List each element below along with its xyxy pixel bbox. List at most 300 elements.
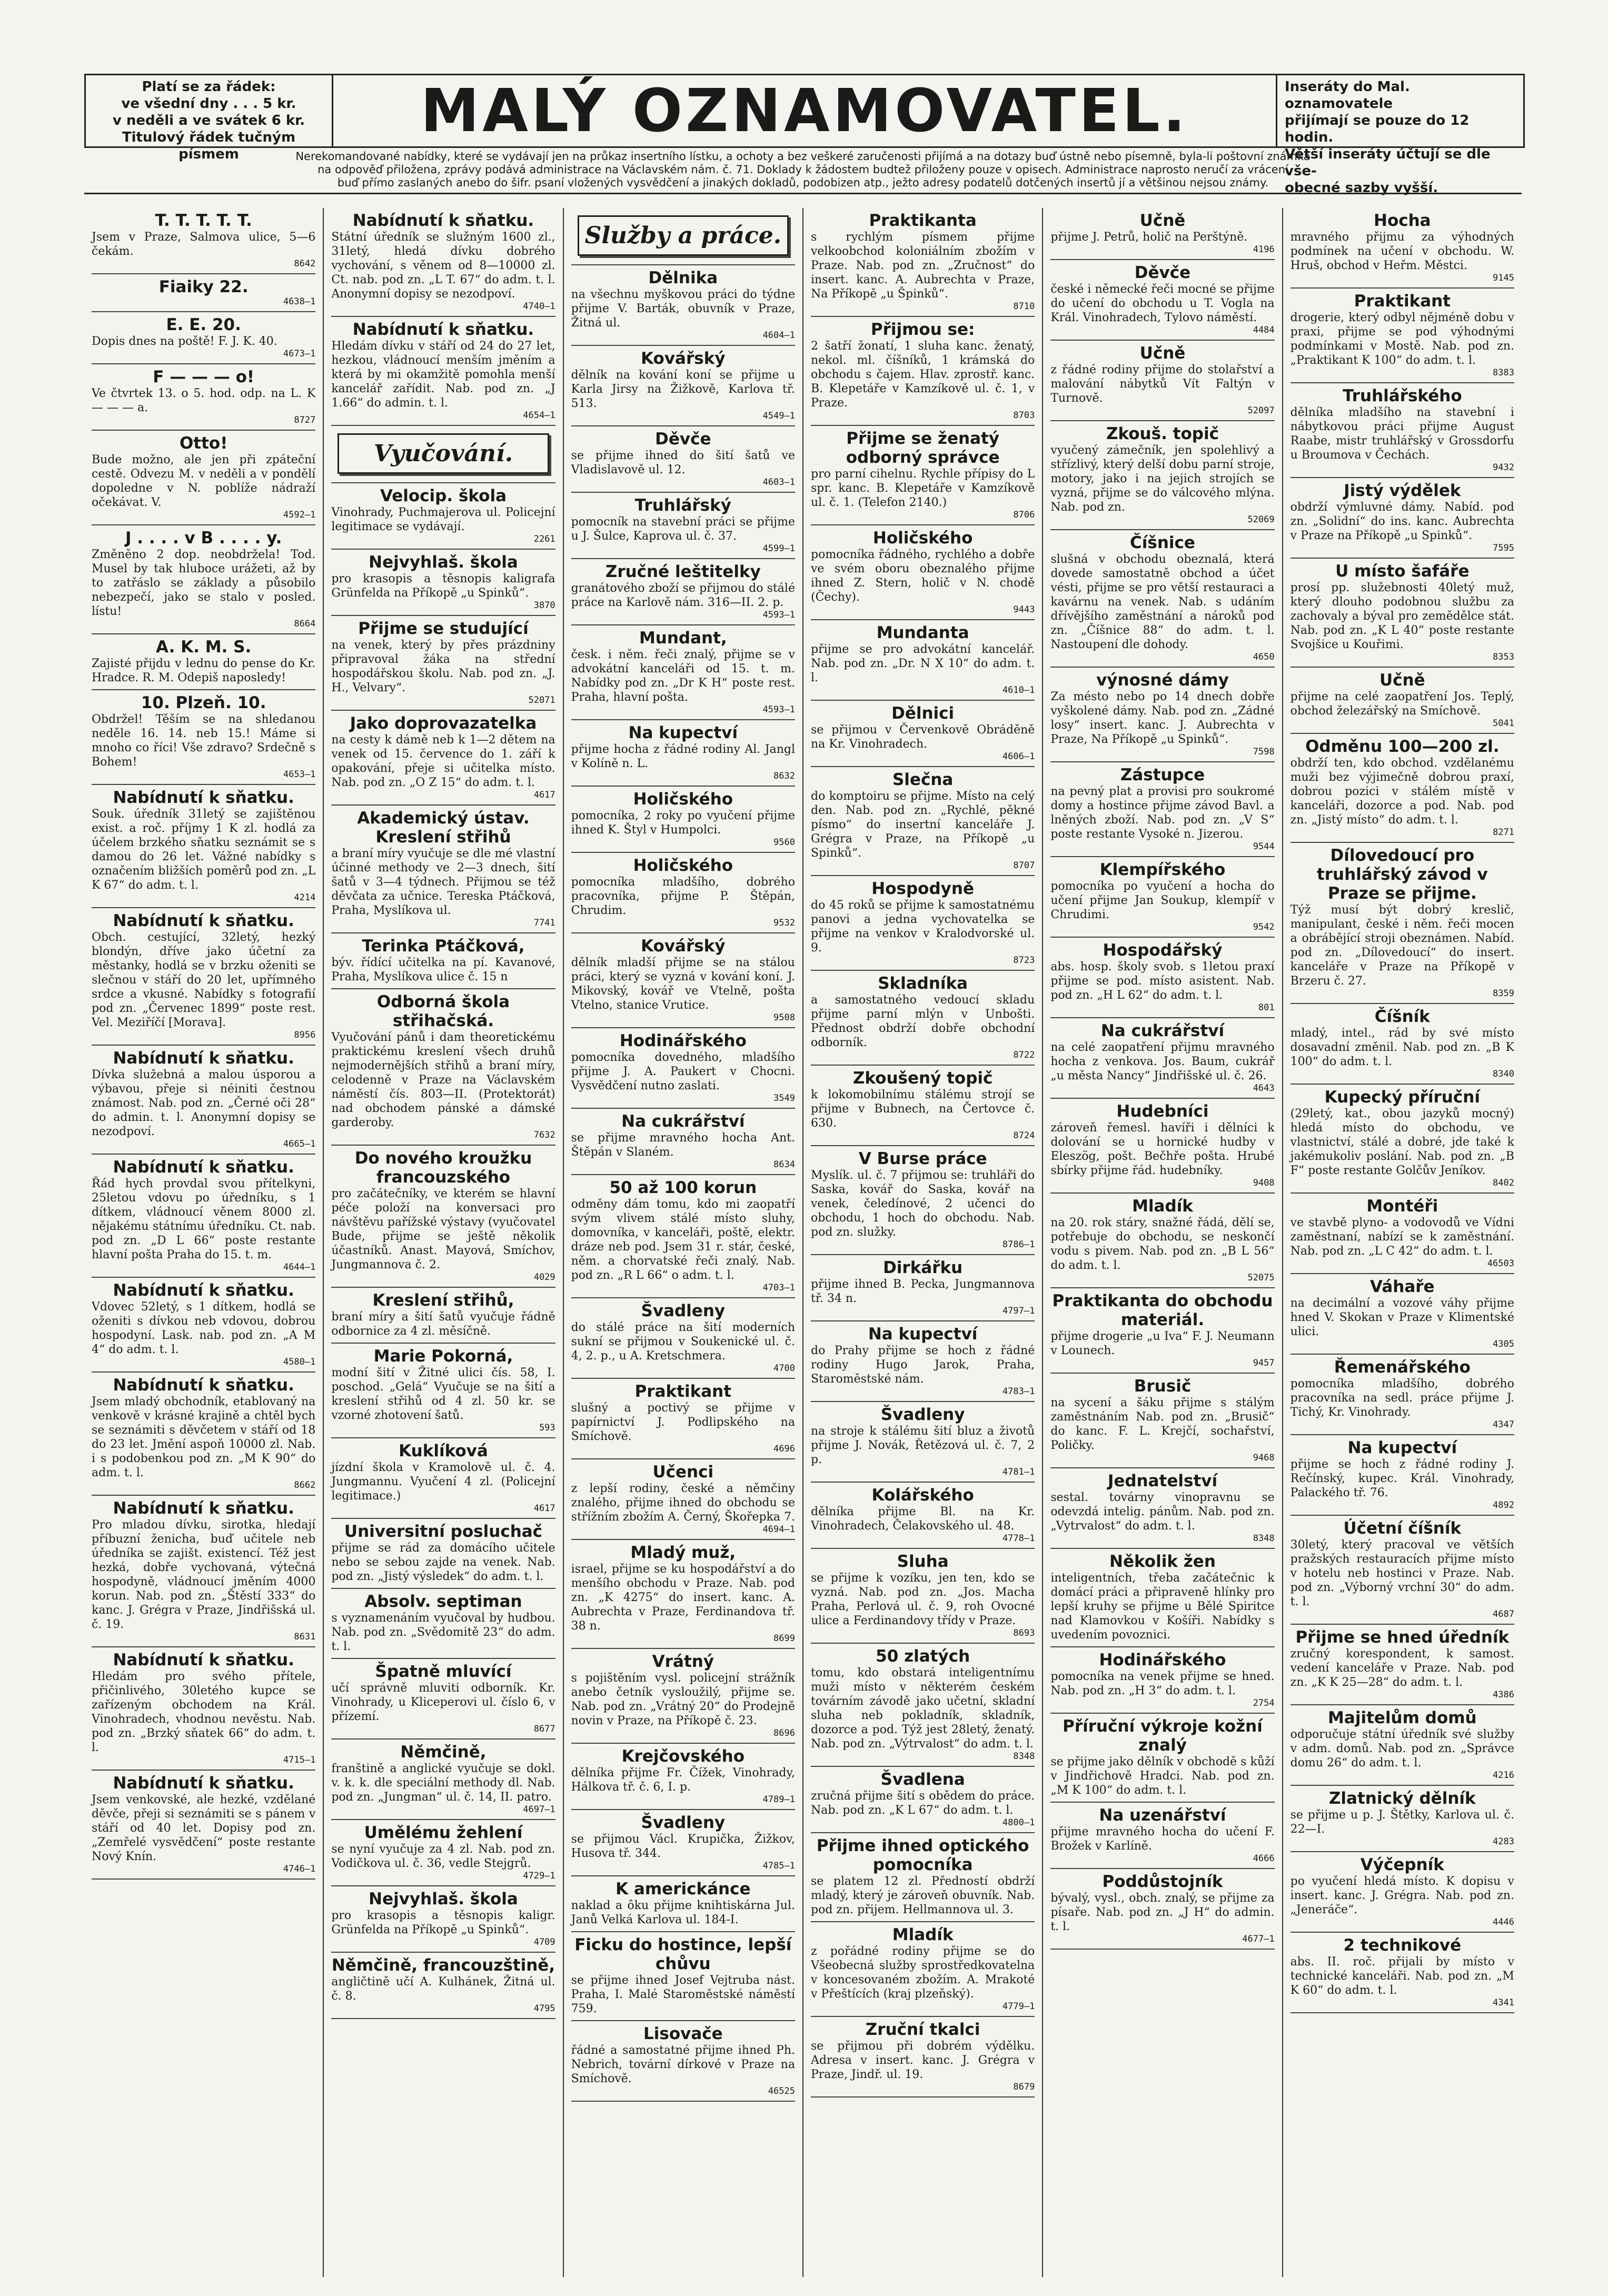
classified-ad <box>811 525 1035 620</box>
ad-code: 4783—1 <box>1002 1386 1035 1397</box>
ad-text: Hledám pro svého přítele, přičinlivého, 30letého kupce se zařízeným obchodem na Král. Vinohradech, vhodnou nevěstu. Nab. pod zn. „Brzký sňatek 66“ do adm. t. l. <box>92 1670 316 1754</box>
classified-ad <box>811 1255 1035 1321</box>
ad-code: 8703 <box>1013 410 1035 421</box>
info-line: obecné sazby vyšší. <box>1285 180 1438 196</box>
classified-ad <box>571 265 795 346</box>
classified-ad <box>811 767 1035 876</box>
ad-code: 8340 <box>1493 1069 1514 1079</box>
classified-ad <box>92 908 315 1046</box>
classified-ad <box>331 550 555 616</box>
ad-code: 8677 <box>533 1724 555 1734</box>
ad-headline: Kolářského <box>871 1486 974 1505</box>
ad-text: Vdovec 52letý, s 1 dítkem, hodlá se oženiti s dívkou neb vdovou, dobrou hospodyní. Lask. nab. pod zn. „A M 4“ do adm. t. l. <box>92 1300 316 1356</box>
ad-headline: Zástupce <box>1120 766 1205 784</box>
classified-ad <box>571 493 795 559</box>
ad-headline: Nabídnutí k sňatku. <box>113 1376 294 1395</box>
ad-headline: Absolv. septiman <box>364 1592 522 1611</box>
ad-headline: Zkoušený topič <box>852 1069 993 1088</box>
ad-headline: Zručné leštitelky <box>605 562 761 581</box>
ad-code: 8707 <box>1013 860 1035 871</box>
ad-headline: V Burse práce <box>858 1149 987 1168</box>
ad-code: 4604—1 <box>762 330 795 341</box>
classified-ad <box>92 1155 315 1278</box>
classified-ad <box>92 690 315 785</box>
classified-ad <box>1291 1786 1514 1852</box>
classified-ad <box>331 1146 555 1288</box>
ad-code: 9508 <box>773 1012 795 1023</box>
ad-code: 9457 <box>1253 1358 1275 1368</box>
ad-code: 3870 <box>533 600 555 611</box>
ad-text: Týž musí být dobrý kreslič, manipulant, české i něm. řeči mocen a obrábějící stroji obeznámen. Nabíd. pod zn. „Dílovedoucí“ do insert. kanceláře v Praze na Příkopě v Brzeru č. 27. <box>1290 903 1514 988</box>
ad-headline: Kreslení střihů, <box>372 1291 514 1310</box>
classified-ad <box>571 1540 795 1649</box>
ad-headline: Mundanta <box>876 623 969 642</box>
ad-headline: Terinka Ptáčková, <box>362 937 525 956</box>
ad-headline: Účetní číšník <box>1343 1519 1462 1538</box>
ad-code: 4599—1 <box>762 543 795 554</box>
ad-code: 4797—1 <box>1002 1306 1035 1316</box>
ad-text: Souk. úředník 31letý se zajištěnou exist. a roč. příjmy 1 K zl. hodlá za účelem brzkého sňatku seznámit se s damou do 26 let. Vážné nabídky s označením bližších poměrů pod zn. „L K 67“ do adm. t. l. <box>92 808 316 892</box>
ad-code: 8699 <box>773 1633 795 1644</box>
ad-headline: Špatně mluvící <box>375 1662 512 1681</box>
ad-headline: Švadleny <box>880 1405 965 1424</box>
classified-ad <box>571 787 795 853</box>
classified-ad <box>1050 1374 1274 1468</box>
ad-code: 5041 <box>1493 718 1514 729</box>
ad-text: obdrží výmluvné dámy. Nabíd. pod zn. „Solidní“ do ins. kanc. Aubrechta v Praze na Příkopě „u Spinků“. <box>1290 501 1514 542</box>
classified-ad <box>1050 1099 1274 1194</box>
ad-text: se přijmou v Červenkově Obráděně na Kr. Vinohradech. <box>810 723 1035 751</box>
ad-code: 4617 <box>533 1503 555 1514</box>
ad-code: 4653—1 <box>283 769 316 780</box>
ad-headline: Jako doprovazatelka <box>350 714 537 733</box>
ad-text: zároveň řemesl. havíři i dělníci k dolování se u hornické hudby v Eleszög, pošt. Bečhře pošta. Hrubé sbírky přijme řád. hudebníky. <box>1050 1121 1275 1177</box>
classified-ad <box>1050 530 1274 668</box>
ad-code: 4781—1 <box>1002 1467 1035 1477</box>
ad-code: 8722 <box>1013 1050 1035 1060</box>
ad-code: 7632 <box>533 1130 555 1140</box>
classified-ad <box>331 1953 555 2019</box>
ad-text: pomocníka na venek přijme se hned. Nab. pod zn. „H 3“ do adm. t. l. <box>1050 1670 1275 1697</box>
ad-code: 8634 <box>773 1159 795 1170</box>
ad-text: se přijmou Václ. Krupička, Žižkov, Husova tř. 344. <box>571 1833 795 1860</box>
ad-text: dělníka přijme Bl. na Kr. Vinohradech, Čelakovského ul. 48. <box>810 1505 1035 1533</box>
classified-ad <box>92 1046 315 1155</box>
classified-ad <box>331 711 555 806</box>
ad-code: 4789—1 <box>762 1794 795 1805</box>
ad-code: 4347 <box>1493 1419 1514 1430</box>
ad-text: pomocníka dovedného, mladšího přijme J. A. Paukert v Chocni. Vysvědčení nutno zaslati. <box>571 1051 795 1092</box>
classified-ad <box>1291 1705 1514 1786</box>
ad-text: na 20. rok stáry, snažné řádá, dělí se, potřebuje do obchodu, se neskončí vodu s pivem. Nab. pod zn. „B L 56“ do adm. t. l. <box>1050 1216 1275 1272</box>
ad-text: Obdržel! Těším se na shledanou neděle 16. 14. neb 15.! Máme si mnoho co říci! Vše zdravo? Srdečně s Bohem! <box>92 713 316 769</box>
ad-code: 9408 <box>1253 1178 1275 1188</box>
ad-headline: Příruční výkroje kožní znalý <box>1063 1717 1263 1755</box>
ad-headline: Mladý muž, <box>630 1543 736 1562</box>
ad-text: angličtině učí A. Kulhánek, Žitná ul. č. 8. <box>331 1975 555 2003</box>
classified-ad <box>1291 478 1514 559</box>
ad-headline: Nabídnutí k sňatku. <box>113 1651 294 1669</box>
classified-ad <box>1291 843 1514 1004</box>
ad-code: 4214 <box>294 892 316 903</box>
ad-code: 4341 <box>1493 1997 1514 2008</box>
ad-code: 9532 <box>773 918 795 928</box>
ad-code: 4779—1 <box>1002 2001 1035 2012</box>
classified-ad <box>571 720 795 787</box>
ad-headline: Slečna <box>892 770 954 789</box>
ad-code: 4709 <box>533 1937 555 1947</box>
ad-columns <box>84 208 1522 2277</box>
ad-code: 8348 <box>1013 1751 1035 1762</box>
ad-text: se přijme ihned do šití šatů ve Vladislavově ul. 12. <box>571 449 795 476</box>
ad-code: 801 <box>1258 1002 1275 1013</box>
classified-ad <box>811 1922 1035 2017</box>
classified-ad <box>331 933 555 989</box>
ad-headline: Mladík <box>892 1925 954 1944</box>
ad-code: 4283 <box>1493 1836 1514 1847</box>
info-line: Inseráty do Mal. oznamovatele <box>1285 79 1410 112</box>
info-line: Větší inseráty účtují se dle vše- <box>1285 146 1491 179</box>
ad-headline: Na cukrářství <box>1100 1021 1225 1040</box>
ad-text: zručný korespondent, k samost. vedení kanceláře v Praze. Nab. pod zn. „K K 25—28“ do adm. t. l. <box>1290 1647 1514 1689</box>
ad-code: 4606—1 <box>1002 751 1035 762</box>
ad-text: abs. II. roč. přijali by místo v technické kanceláři. Nab. pod zn. „M K 60“ do adm. t. l. <box>1290 1955 1514 1997</box>
ad-code: 9542 <box>1253 922 1275 932</box>
classified-ad <box>811 1767 1035 1833</box>
ad-text: se přijme jako dělník v obchodě s kůží v Jindřichově Hradci. Nab. pod zn. „M K 100“ do adm. t. l. <box>1050 1755 1275 1797</box>
ad-text: dělník na kování koní se přijme u Karla Jirsy na Žižkově, Karlova tř. 513. <box>571 369 795 410</box>
classified-ad <box>1291 1516 1514 1625</box>
ad-code: 4785—1 <box>762 1861 795 1871</box>
classified-ad <box>571 933 795 1028</box>
ad-headline: Praktikant <box>1354 292 1451 311</box>
ad-headline: Němčině, <box>400 1743 487 1762</box>
ad-text: Vyučování pánů i dam theoretickému praktickému kreslení všech druhů nejmodernějších střihů a braní míry, celodenně v Praze na Václavském náměstí čís. 803—II. (Protektorát) nad obchodem pánské a dámské garderoby. <box>331 1031 555 1129</box>
ad-headline: Přijme se studující <box>358 619 529 638</box>
column-3 <box>564 208 803 2277</box>
classified-ad <box>331 1288 555 1344</box>
price-box <box>86 75 333 162</box>
ad-headline: Váhaře <box>1370 1277 1435 1296</box>
ad-text: Pro mladou dívku, sirotka, hledají příbuzní ženicha, buď učitele neb úředníka se zajišt. existencí. Též jest hezká, dobře vychovaná, výtečná hospodyně, vládnoucí jměním 4000 korun. Nab. pod zn. „Štěstí 333“ do kanc. J. Grégra v Praze, Jindřišská ul. č. 19. <box>92 1518 316 1631</box>
ad-text: s vyznamenáním vyučoval by hudbou. Nab. pod zn. „Svědomitě 23“ do adm. t. l. <box>331 1612 555 1653</box>
ad-code: 4697—1 <box>523 1804 555 1815</box>
classified-ad <box>571 1932 795 2021</box>
page-title: MALÝ OZNAMOVATEL. <box>420 76 1189 145</box>
classified-ad <box>1050 857 1274 938</box>
ad-text: Vinohrady, Puchmajerova ul. Policejní legitimace se vydávají. <box>331 506 555 533</box>
ad-headline: Přijme ihned optického pomocníka <box>816 1836 1029 1874</box>
ad-headline: Přijme se hned úředník <box>1295 1628 1510 1647</box>
ad-headline: Zruční tkalci <box>865 2020 980 2039</box>
ad-text: Hledám dívku v stáří od 24 do 27 let, hezkou, vládnoucí menším jměním a která by mi okamžitě pomohla menší kancelář zařídit. Nab. pod zn. „J 1.66“ do admin. t. l. <box>331 340 555 410</box>
ad-headline: Řemenářského <box>1334 1358 1471 1377</box>
ad-headline: Výčepník <box>1360 1855 1444 1874</box>
ad-headline: Nabídnutí k sňatku. <box>113 1499 294 1518</box>
ad-code: 4654—1 <box>523 410 555 421</box>
ad-text: inteligentních, třeba začátečnic k domácí práci a připraveně hlínky pro lepší kruhy se přijme u Bělé Spiritce nad Klamovkou v Košíři. Nabídky s uvedením povoznici. <box>1050 1572 1275 1642</box>
ad-headline: Poddůstojník <box>1102 1872 1223 1891</box>
ad-text: odměny dám tomu, kdo mi zaopatří svým vlivem stálé místo sluhy, domovníka, v kanceláři, poště, elektr. dráze neb pod. Jsem 31 r. stár, české, něm. a chorvatské řeči znalý. Nab. pod zn. „R L 66“ o adm. t. l. <box>571 1198 795 1282</box>
ad-headline: Do nového kroužku francouzského <box>354 1149 532 1187</box>
section-title: Vyučování. <box>338 433 549 474</box>
ad-text: z řádné rodiny přijme do stolařství a malování nábytků Vít Faltýn v Turnově. <box>1050 363 1275 405</box>
ad-text: tomu, kdo obstará inteligentnímu muži místo v některém českém továrním závodě jako učetní, skladní sluha neb pokladník, skladník, dozorce a pod. Týž jest 28letý, ženatý. Nab. pod zn. „Výtrvalost“ do adm. t. l. <box>810 1666 1035 1751</box>
ad-text: Ve čtvrtek 13. o 5. hod. odp. na L. K — — — a. <box>92 387 316 414</box>
classified-ad <box>331 1589 555 1659</box>
ad-text: pomocníka mladšího, dobrého pracovníka, přijme P. Štěpán, Chrudim. <box>571 876 795 917</box>
ad-text: do stálé práce na šití moderních sukní se přijmou v Soukenické ul. č. 4, 2. p., u A. Kretschmera. <box>571 1321 795 1363</box>
column-1 <box>84 208 324 2277</box>
ad-headline: Číšník <box>1374 1007 1430 1026</box>
ad-text: Jsem v Praze, Salmova ulice, 5—6 čekám. <box>92 231 316 258</box>
classified-ad <box>811 1644 1035 1767</box>
ad-headline: Číšnice <box>1130 533 1195 552</box>
ad-code: 4216 <box>1493 1770 1514 1781</box>
ad-headline: J . . . . v B . . . . y. <box>125 529 282 548</box>
ad-text: s pojištěním vysl. policejní strážník anebo četník vysloužilý, přijme se. Nab. pod zn. „Vrátný 20“ do Prodejně novin v Praze, na Příkopě č. 23. <box>571 1672 795 1727</box>
classified-ad <box>92 431 315 525</box>
classified-ad <box>571 1379 795 1459</box>
column-5 <box>1043 208 1283 2277</box>
ad-code: 8631 <box>294 1632 316 1642</box>
ad-text: pomocníka po vyučení a hocha do učení přijme Jan Soukup, klempíř v Chrudimi. <box>1050 880 1275 921</box>
classified-ad <box>811 317 1035 426</box>
ad-headline: Holičského <box>872 529 973 548</box>
classified-ad <box>811 2017 1035 2098</box>
classified-ad <box>1291 1625 1514 1705</box>
classified-ad <box>331 1438 555 1519</box>
ad-text: granátového zboží se přijmou do stálé práce na Karlově nám. 316—II. 2. p. <box>571 582 795 609</box>
ad-headline: U místo šafáře <box>1335 562 1470 581</box>
classified-ad <box>811 1146 1035 1255</box>
ad-code: 4665—1 <box>283 1139 316 1149</box>
ad-text: na pevný plat a provisi pro soukromé domy a hostince přijme závod Bavl. a lněných zboží. Nab. pod zn. „V S“ poste restante Vysoké n. Jizerou. <box>1050 785 1275 841</box>
ad-headline: Dělnika <box>648 269 718 287</box>
classified-ad <box>1050 1194 1274 1288</box>
ad-headline: Učně <box>1139 211 1186 230</box>
classified-ad <box>331 1659 555 1740</box>
ad-headline: Odborná škola střihačská. <box>376 992 510 1030</box>
ad-headline: Vrátný <box>652 1652 714 1671</box>
ad-headline: Několik žen <box>1109 1552 1216 1571</box>
ad-headline: Hospodářský <box>1103 941 1223 960</box>
ad-text: sestal. továrny vinopravnu se odevzdá intelig. pánům. Nab. pod zn. „Vytrvalost“ do adm. t. l. <box>1050 1491 1275 1533</box>
ad-headline: Praktikanta do obchodu materiál. <box>1052 1291 1273 1329</box>
ad-text: braní míry a šití šatů vyučuje řádně odbornice za 4 zl. měsíčně. <box>331 1310 555 1338</box>
ad-code: 9468 <box>1253 1453 1275 1463</box>
ad-text: z pořádné rodiny přijme se do Všeobecná služby sprostředkovatelna v koncesovaném zbožím. A. Mrakoté v Přeštících (kraj plzeňský). <box>810 1945 1035 2001</box>
ad-text: Státní úředník se služným 1600 zl., 31letý, hledá dívku dobrého vychování, s věnem od 8—10000 zl. Ct. nab. pod zn. „L T. 67“ do adm. t. l. Anonymní dopisy se nezodpoví. <box>331 231 555 301</box>
classified-ad <box>331 1886 555 1953</box>
ad-headline: Hodinářského <box>619 1031 747 1050</box>
ad-headline: A. K. M. S. <box>156 638 252 657</box>
ad-headline: Kovářský <box>641 349 726 368</box>
classified-ad <box>1050 260 1274 341</box>
classified-ad <box>92 364 315 431</box>
classified-ad <box>571 1876 795 1932</box>
ad-text: pomocník na stavební práci se přijme u J. Šulce, Kaprova ul. č. 37. <box>571 515 795 543</box>
ad-text: dělníka mladšího na stavební i nábytkovou práci přijme August Raabe, mistr truhlářský v Grossdorfu u Broumova v Čechách. <box>1290 406 1514 462</box>
ad-headline: Fiaiky 22. <box>158 277 249 296</box>
ad-headline: K americkánce <box>616 1880 751 1899</box>
classified-ad <box>571 559 795 625</box>
ad-code: 7741 <box>533 918 555 928</box>
ad-code: 4740—1 <box>523 301 555 312</box>
ad-text: dělník mladší přijme se na stálou práci, který se vyzná v kování koní. J. Mikovský, kovář ve Vtelně, pošta Vtelno, stanice Vrutice. <box>571 956 795 1012</box>
ad-text: přijme se rád za domácího učitele nebo se sebou zajde na venek. Nab. pod zn. „Jistý výsledek“ do adm. t. l. <box>331 1542 555 1583</box>
ad-code: 9432 <box>1493 462 1514 473</box>
classified-ad <box>331 1519 555 1589</box>
inserts-info-box <box>1276 75 1523 196</box>
ad-text: z lepší rodiny, české a němčiny znalého, přijme ihned do obchodu se střížním zbožím A. Černý, Škořepka 7. <box>571 1482 795 1524</box>
ad-text: Dopis dnes na poště! F. J. K. 40. <box>92 335 277 348</box>
classified-ad <box>1291 1004 1514 1085</box>
ad-headline: Akademický ústav. Kreslení střihů <box>357 809 530 847</box>
classified-ad <box>571 1028 795 1109</box>
classified-ad <box>1291 1933 1514 2013</box>
ad-code: 4677—1 <box>1242 1934 1275 1944</box>
classified-ad <box>331 483 555 550</box>
classified-ad <box>571 346 795 426</box>
ad-code: 4484 <box>1253 325 1275 335</box>
ad-code: 8353 <box>1493 652 1514 662</box>
classified-ad <box>811 620 1035 701</box>
ad-code: 8662 <box>294 1480 316 1490</box>
ad-headline: Kovářský <box>641 937 726 956</box>
ad-code: 4644—1 <box>283 1262 316 1273</box>
ad-text: Jsem mladý obchodník, etablovaný na venkově v krásné krajině a chtěl bych se seznámiti s děvčetem v stáří od 18 do 23 let. Jmění aspoň 10000 zl. Nab. i s podobenkou pod zn. „M K 90“ do adm. t. l. <box>92 1395 316 1479</box>
price-line: ve všední dny . . . 5 kr. <box>121 96 296 112</box>
classified-ad <box>571 2021 795 2102</box>
ad-headline: Švadleny <box>641 1301 726 1320</box>
ad-headline: Jednatelství <box>1107 1472 1218 1490</box>
ad-code: 8632 <box>773 771 795 781</box>
ad-text: 30letý, který pracoval ve větších pražských restauracích přijme místo v hotelu neb hostinci v Praze. Nab. pod zn. „Výborný vrchní 30“ do adm. t. l. <box>1290 1538 1514 1608</box>
ad-text: přijme se hoch z řádné rodiny J. Rečínský, kupec. Král. Vinohrady, Palackého tř. 76. <box>1290 1458 1514 1499</box>
ad-code: 8727 <box>294 415 316 425</box>
ad-headline: Otto! <box>179 434 228 453</box>
ad-code: 4694—1 <box>762 1524 795 1535</box>
ad-headline: Odměnu 100—200 zl. <box>1305 737 1500 756</box>
ad-code: 4795 <box>533 2003 555 2014</box>
ad-text: mravného přijmu za výhodných podmínek na učení v obchodu. W. Hruš, obchod v Heřm. Městci. <box>1290 231 1514 272</box>
ad-code: 9544 <box>1253 841 1275 852</box>
ad-code: 4778—1 <box>1002 1533 1035 1544</box>
classified-ad <box>1050 1288 1274 1374</box>
ad-code: 593 <box>539 1423 555 1433</box>
ad-code: 2754 <box>1253 1698 1275 1708</box>
ad-headline: Děvče <box>1134 263 1191 282</box>
ad-code: 4549—1 <box>762 411 795 421</box>
ad-text: Řád hych provdal svou přítelkyni, 25letou vdovu po úředníku, s 1 dítkem, vládnoucí věnem 8000 zl. nějakému státnímu úředníku. Ct. nab. pod zn. „D L 66“ poste restante hlavní pošta Praha do 15. t. m. <box>92 1177 316 1261</box>
ad-code: 3549 <box>773 1093 795 1104</box>
classified-ad <box>331 208 555 317</box>
classified-ad <box>1050 1869 1274 1950</box>
notice-line: Nerekomandované nabídky, které se vydávají jen na průkaz insertního lístku, a ochoty a bez veškeré zaručenosti přijímá a na dotazy buď ústně nebo písemně, byla-li poštovní známka <box>295 150 1311 163</box>
ad-headline: Montéři <box>1366 1197 1438 1216</box>
classified-ad <box>811 208 1035 317</box>
ad-code: 4746—1 <box>283 1864 316 1874</box>
ad-code: 8696 <box>773 1728 795 1738</box>
ad-text: jízdní škola v Kramolově ul. č. 4. Jungmannu. Vyučení 4 zl. (Policejní legitimace.) <box>331 1461 555 1503</box>
classified-ad <box>1050 762 1274 857</box>
ad-text: na celé zaopatření přijmu mravného hocha z venkova. Jos. Baum, cukrář „u města Nancy“ Jindřišské ul. č. 26. <box>1050 1041 1275 1082</box>
ad-text: se přijmou při dobrém výdělku. Adresa v insert. kanc. J. Grégra v Praze, Jindř. ul. 19. <box>810 2040 1035 2081</box>
notice-line: buď přímo zaslaných anebo do šifr. psaní vložených vysvědčení a jinakých dokladů, podobizen atp., ježto adresy podatelů dotčených insertů jí a většinou nejsou známy. <box>337 176 1269 189</box>
ad-code: 7598 <box>1253 747 1275 757</box>
ad-text: se přijme k vozíku, jen ten, kdo se vyzná. Nab. pod zn. „Jos. Macha Praha, Perlová ul. č. 9, roh Ovocné ulice a Ferdinandovy třídy v Praze. <box>810 1572 1035 1627</box>
ad-headline: Hocha <box>1374 211 1431 230</box>
ad-text: pro krasopis a těsnopis kaligr. Grünfelda na Příkopě „u Spinků“. <box>331 1909 555 1936</box>
ad-text: odporučuje státní úředník své služby v adm. domů. Nab. pod zn. „Správce domu 26“ do adm. t. l. <box>1290 1728 1514 1770</box>
ad-text: přijme mravného hocha do učení F. Brožek v Karlíně. <box>1050 1825 1275 1853</box>
ad-headline: Praktikanta <box>869 211 977 230</box>
ad-code: 8271 <box>1493 827 1514 838</box>
classified-ad <box>1291 208 1514 289</box>
ad-text: pomocníka řádného, rychlého a dobře ve svém oboru obeznalého přijme ihned Z. Stern, holič v N. chodě (Čechy). <box>810 548 1035 604</box>
ad-text: se přijme ihned Josef Vejtruba nást. Praha, I. Malé Staroměstské náměstí 759. <box>571 1974 795 2015</box>
ad-headline: Jistý výdělek <box>1344 481 1461 500</box>
ad-headline: Učně <box>1379 671 1425 690</box>
ad-code: 52071 <box>528 695 555 705</box>
ad-code: 8348 <box>1253 1533 1275 1544</box>
classified-ad <box>1291 1435 1514 1516</box>
ad-text: se přijme mravného hocha Ant. Štěpán v Slaném. <box>571 1131 795 1159</box>
ad-text: pro začátečníky, ve kterém se hlavní péče položí na konversaci pro návštěvu pařížské výstavy (vyučovatel Bude, přijme se ještě několik účastníků. Anast. Mayová, Smíchov, Jungmannova č. 2. <box>331 1187 555 1271</box>
ad-headline: Velocip. škola <box>380 486 507 505</box>
ad-headline: Truhlářský <box>634 496 731 515</box>
ad-headline: 50 zlatých <box>876 1647 970 1666</box>
ad-text: přijme drogerie „u Iva“ F. J. Neumann v Lounech. <box>1050 1330 1275 1357</box>
ad-headline: Holičského <box>633 856 733 875</box>
ad-code: 4703—1 <box>762 1283 795 1293</box>
classified-ad <box>1291 1852 1514 1933</box>
ad-code: 4592—1 <box>283 510 316 520</box>
ad-text: na cesty k dámě neb k 1—2 dětem na venek od 15. července do 1. září k opakování, přeje si učitelka místo. Nab. pod zn. „O Z 15“ do adm. t. l. <box>331 733 555 789</box>
ad-text: a braní míry vyučuje se dle mé vlastní účinné methody ve 2—3 dnech, šití šatů v 3—4 týdnech. Přijmou se též děvčata za učnice. Tereska Ptáčková, Praha, Myslíkova ul. <box>331 847 555 917</box>
classified-ad <box>92 1647 315 1771</box>
ad-code: 4700 <box>773 1363 795 1374</box>
ad-text: obdrží ten, kdo obchod. vzdělanému muži bez výjimečně dobrou praxí, dobrou pozici v stálém místě v kanceláři, dozorce a pod. Nab. pod zn. „Jistý místo“ do adm. t. l. <box>1290 757 1514 827</box>
ad-headline: 50 až 100 korun <box>609 1178 757 1197</box>
ad-code: 8383 <box>1493 367 1514 378</box>
ad-text: k lokomobilnímu stálému strojí se přijme v Bubnech, na Čertovce č. 630. <box>810 1088 1035 1130</box>
ad-headline: Truhlářského <box>1342 386 1462 405</box>
ad-text: Zajisté přijdu v lednu do pense do Kr. Hradce. R. M. Odepiš naposledy! <box>92 657 316 684</box>
classified-ad <box>331 1820 555 1886</box>
ad-text: Bude možno, ale jen při zpáteční cestě. Odvezu M. v neděli a v pondělí dopoledne v N. poblíže nádraží očekávat. V. <box>92 453 316 509</box>
classified-ad <box>1050 1714 1274 1803</box>
ad-text: franštině a anglické vyučuje se dokl. v. k. k. dle speciální methody dl. Nab. pod zn. „Jungman“ ul. č. 14, II. patro. <box>331 1762 555 1804</box>
ad-headline: F — — — o! <box>153 367 255 386</box>
ad-code: 4593—1 <box>762 704 795 715</box>
classified-ad <box>811 701 1035 767</box>
ad-headline: Hodinářského <box>1099 1651 1226 1669</box>
classified-ad <box>92 1373 315 1496</box>
ad-text: se přijme u p. J. Štětky, Karlova ul. č. 22—I. <box>1290 1808 1514 1836</box>
ad-headline: Skladníka <box>878 974 968 993</box>
classified-ad <box>1291 1274 1514 1355</box>
ad-text: a samostatného vedoucí skladu přijme parní mlýn v Unbošti. Přednost obdrží dobře obchodní odborník. <box>810 993 1035 1049</box>
ad-headline: Učně <box>1139 344 1186 363</box>
classified-ad <box>1050 341 1274 421</box>
classified-ad <box>571 1649 795 1744</box>
ad-headline: Majitelům domů <box>1328 1708 1477 1727</box>
ad-code: 8693 <box>1013 1628 1035 1638</box>
ad-code: 4603—1 <box>762 477 795 488</box>
ad-code: 4643 <box>1253 1083 1275 1094</box>
